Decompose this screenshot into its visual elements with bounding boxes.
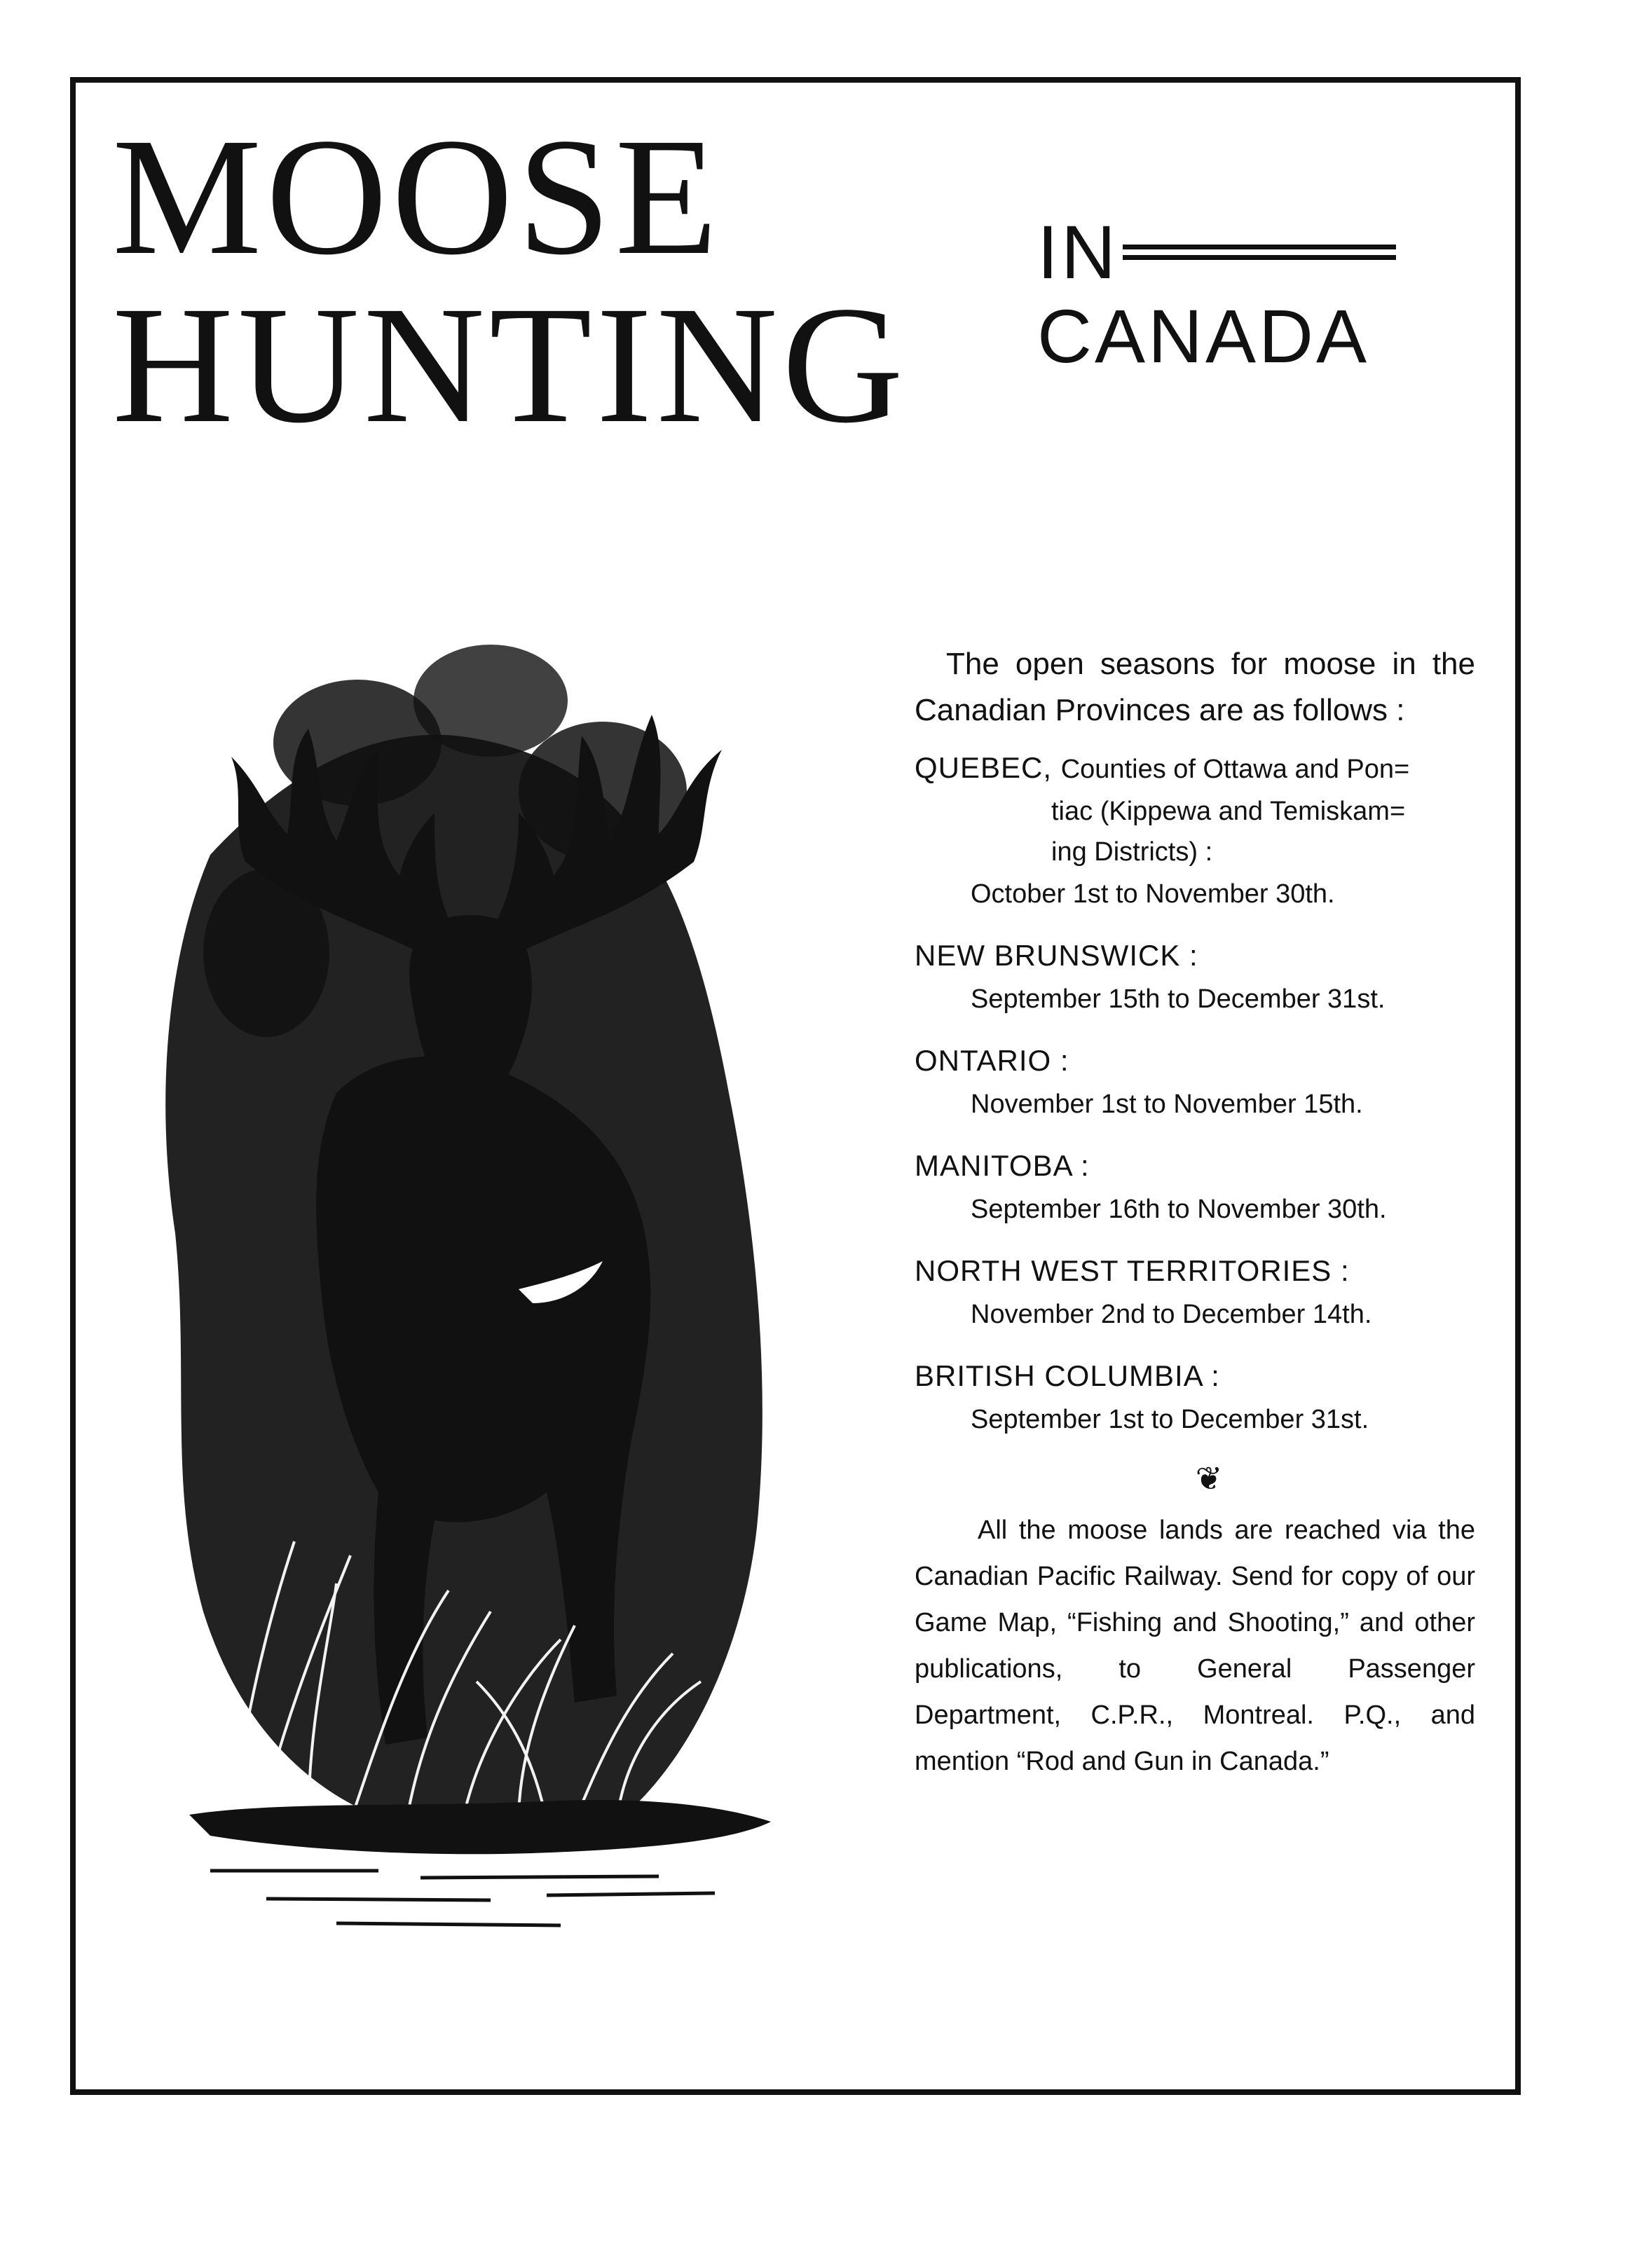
province-name: NEW BRUNSWICK : bbox=[915, 939, 1198, 972]
double-rule bbox=[1123, 245, 1396, 260]
province-name: ONTARIO : bbox=[915, 1044, 1069, 1077]
province-name: BRITISH COLUMBIA : bbox=[915, 1359, 1220, 1392]
province-detail-cont: ing Districts) : bbox=[1051, 837, 1213, 867]
season-entry bbox=[915, 1039, 1475, 1126]
season-entry bbox=[915, 1354, 1475, 1441]
season-dates: November 2nd to December 14th. bbox=[971, 1300, 1372, 1329]
headline-line-2: HUNTING bbox=[112, 271, 908, 458]
headline-line-1: MOOSE bbox=[112, 103, 723, 289]
province-detail: Counties of Ottawa and Pon= bbox=[1060, 755, 1410, 784]
fleuron-ornament-icon: ❦ bbox=[1195, 1460, 1223, 1497]
subheadline bbox=[1037, 210, 1396, 378]
season-dates: September 1st to December 31st. bbox=[971, 1405, 1369, 1434]
in-row bbox=[1037, 210, 1396, 294]
province-name: NORTH WEST TERRITORIES : bbox=[915, 1254, 1350, 1287]
province-name: MANITOBA : bbox=[915, 1149, 1090, 1182]
country-word: CANADA bbox=[1037, 294, 1370, 378]
headline bbox=[112, 103, 908, 458]
province-detail-cont: tiac (Kippewa and Temiskam= bbox=[1051, 797, 1406, 826]
moose-illustration bbox=[126, 561, 792, 1948]
province-label: QUEBEC, bbox=[915, 751, 1053, 784]
season-dates: September 15th to December 31st. bbox=[971, 984, 1386, 1014]
season-dates: November 1st to November 15th. bbox=[971, 1090, 1363, 1119]
season-entry bbox=[915, 1144, 1475, 1231]
intro-paragraph: The open seasons for moose in the Canadian Provinces are as follows : bbox=[915, 647, 1475, 727]
season-dates: September 16th to November 30th. bbox=[971, 1195, 1387, 1224]
closing-paragraph: All the moose lands are reached via the Canadian Pacific Railway. Send for copy of our Game Map, “Fishing and Shooting,” and other publications, to General Passenger Department, C.P.R., Montreal. P.Q., and mention “Rod and Gun in Canada.” bbox=[915, 1516, 1475, 1776]
season-entry bbox=[915, 934, 1475, 1021]
season-dates: October 1st to November 30th. bbox=[971, 879, 1335, 909]
article bbox=[915, 641, 1475, 1785]
in-word: IN bbox=[1037, 209, 1119, 294]
province-name bbox=[915, 746, 1475, 791]
season-entry bbox=[915, 1249, 1475, 1336]
season-entry bbox=[915, 746, 1475, 916]
